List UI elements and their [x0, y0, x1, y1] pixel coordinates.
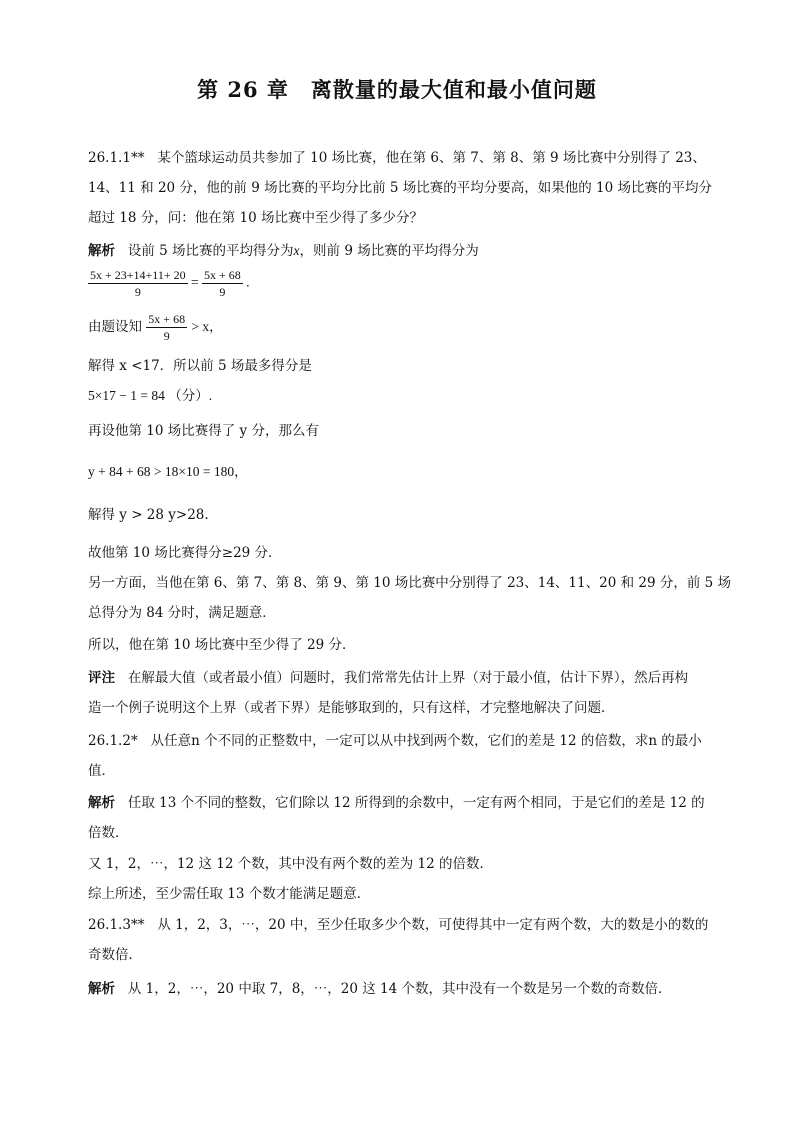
- problem-26-1-1-line-1: [88, 148, 706, 168]
- fraction-inequality: [146, 312, 187, 343]
- comment-label: 评注: [88, 670, 115, 686]
- solution-line-solve-x: 解得 x <17．所以前 5 场最多得分是: [88, 358, 312, 374]
- fraction-numerator: 5x + 68: [204, 268, 241, 282]
- problem-26-1-1-line-2: 14、11 和 20 分，他的前 9 场比赛的平均分比前 5 场比赛的平均分要高，如果他的 10 场比赛的平均分: [88, 180, 713, 196]
- equals-sign: =: [191, 274, 199, 290]
- solution-line-final: 所以，他在第 10 场比赛中至少得了 29 分．: [88, 637, 356, 653]
- solution-label: 解析: [88, 795, 115, 811]
- inequality-line: [88, 312, 223, 343]
- problem-26-1-3-line-1: [88, 915, 708, 935]
- variable-x: x: [293, 243, 300, 258]
- inequality-prefix: 由题设知: [88, 319, 142, 335]
- chapter-title: 第 26 章 离散量的最大值和最小值问题: [197, 77, 597, 102]
- solution-26-1-2-line-4: 综上所述，至少需任取 13 个数才能满足题意．: [88, 886, 371, 902]
- solution-26-1-2-line-3: 又 1，2，⋯，12 这 12 个数，其中没有两个数的差为 12 的倍数．: [88, 856, 493, 872]
- period: .: [246, 274, 250, 290]
- solution-line-inequality-y: y + 84 + 68 > 18×10 = 180，: [88, 464, 248, 479]
- solution-line-conclusion-1: 故他第 10 场比赛得分≥29 分．: [88, 545, 282, 561]
- comment-text: 在解最大值（或者最小值）问题时，我们常常先估计上界（对于最小值，估计下界），然后再构: [127, 670, 689, 686]
- solution-text: 从 1，2，⋯，20 中取 7，8，⋯，20 这 14 个数，其中没有一个数是另一个数的奇数倍．: [127, 981, 672, 997]
- comment-line-1: [88, 668, 688, 688]
- problem-text: 某个篮球运动员共参加了 10 场比赛，他在第 6、第 7、第 8、第 9 场比赛中分别得了 23、: [157, 150, 706, 166]
- solution-26-1-2-line-1: [88, 793, 705, 813]
- problem-text: 从任意n 个不同的正整数中，一定可以从中找到两个数，它们的差是 12 的倍数，求n 的最小: [150, 733, 702, 749]
- solution-line-solve-y: 解得 y > 28 y>28.: [88, 507, 209, 523]
- solution-line-max-score: 5×17 − 1 = 84 （分）.: [88, 388, 213, 403]
- solution-label: 解析: [88, 981, 115, 997]
- fraction-right: [202, 268, 243, 299]
- fraction-denominator: 9: [219, 285, 226, 299]
- solution-line-1: [88, 241, 479, 261]
- solution-line-example-2: 总得分为 84 分时，满足题意．: [88, 605, 276, 621]
- problem-26-1-2-line-1: [88, 731, 702, 751]
- problem-id: 26.1.2*: [88, 733, 138, 749]
- equation-average: [88, 268, 250, 299]
- comment-line-2: 造一个例子说明这个上界（或者下界）是能够取到的，只有这样，才完整地解决了问题．: [88, 700, 615, 716]
- solution-text: 任取 13 个不同的整数，它们除以 12 所得到的余数中，一定有两个相同，于是它们的差是 12 的: [127, 795, 705, 811]
- problem-id: 26.1.1**: [88, 150, 145, 166]
- solution-26-1-2-line-2: 倍数．: [88, 825, 129, 841]
- solution-26-1-3-line-1: [88, 979, 672, 999]
- problem-text: 从 1，2，3，⋯，20 中，至少任取多少个数，可使得其中一定有两个数，大的数是小的数的: [157, 917, 709, 933]
- solution-text-tail: ，则前 9 场比赛的平均得分为: [299, 243, 479, 259]
- problem-26-1-2-line-2: 值．: [88, 763, 115, 779]
- fraction-numerator: 5x + 23+14+11+ 20: [90, 268, 186, 282]
- fraction-denominator: 9: [134, 285, 141, 299]
- problem-26-1-1-line-3: 超过 18 分，问：他在第 10 场比赛中至少得了多少分？: [88, 210, 424, 226]
- fraction-numerator: 5x + 68: [148, 312, 186, 326]
- problem-id: 26.1.3**: [88, 917, 145, 933]
- fraction-left: [88, 268, 188, 299]
- fraction-denominator: 9: [163, 329, 170, 343]
- solution-line-define-y: 再设他第 10 场比赛得了 y 分，那么有: [88, 423, 319, 439]
- problem-26-1-3-line-2: 奇数倍．: [88, 947, 142, 963]
- inequality-suffix: > x，: [191, 319, 223, 334]
- solution-line-example-1: 另一方面，当他在第 6、第 7、第 8、第 9、第 10 场比赛中分别得了 23、14、11、20 和 29 分，前 5 场: [88, 575, 732, 591]
- solution-label: 解析: [88, 243, 115, 259]
- solution-text: 设前 5 场比赛的平均得分为: [127, 243, 294, 259]
